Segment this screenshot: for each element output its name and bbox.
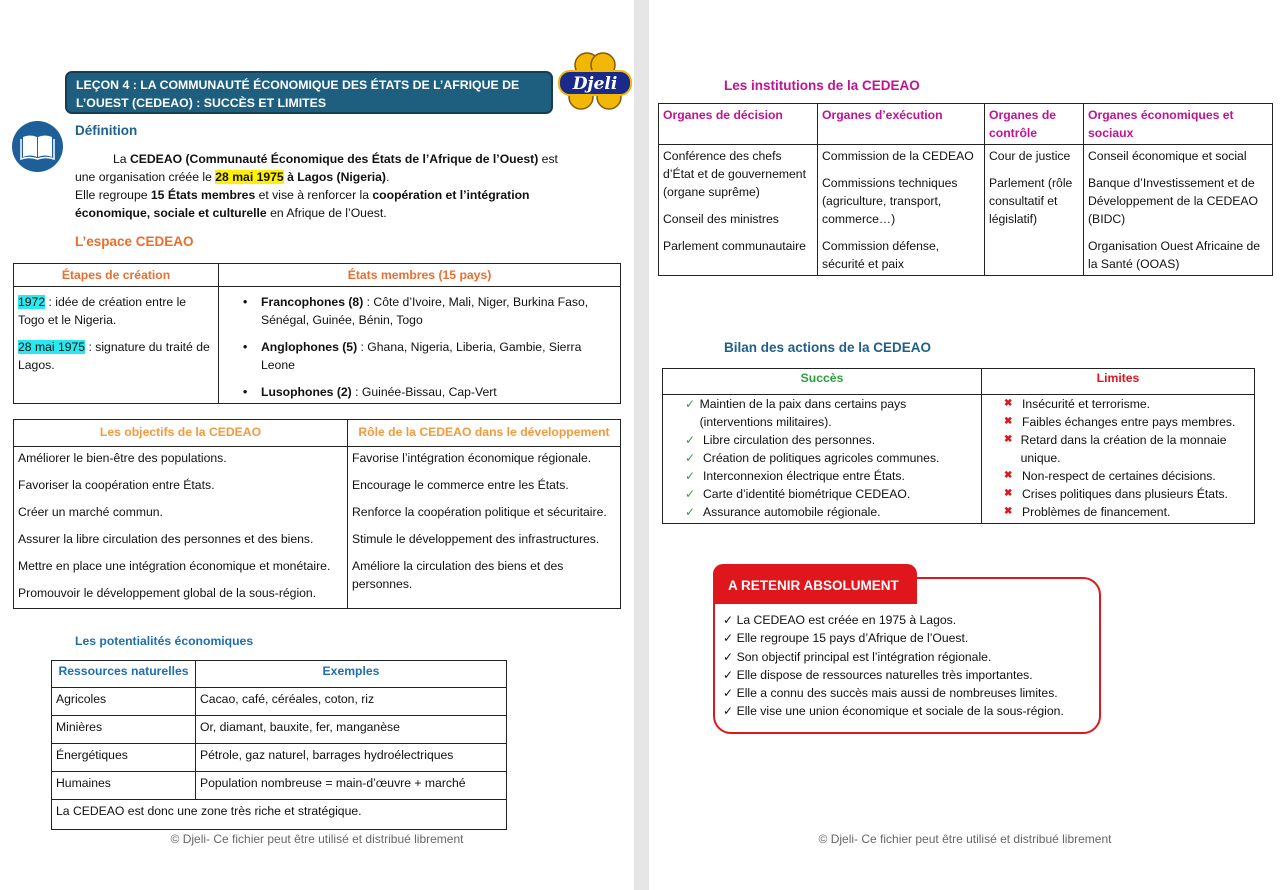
list-item bbox=[685, 395, 977, 431]
execution-organs bbox=[818, 145, 985, 276]
retenir-title: A RETENIR ABSOLUMENT bbox=[713, 564, 917, 604]
espace-heading: L’espace CEDEAO bbox=[75, 234, 194, 249]
member-group bbox=[241, 338, 616, 374]
objectif-item: Créer un marché commun. bbox=[18, 505, 163, 519]
member-group bbox=[241, 383, 616, 401]
step-text: : idée de création entre le Togo et le Nigeria. bbox=[18, 295, 187, 327]
def-cedeao-full-name: CEDEAO (Communauté Économique des États de l’Afrique de l’Ouest) bbox=[129, 152, 539, 166]
book-icon bbox=[12, 121, 63, 172]
role-item: Stimule le développement des infrastructures. bbox=[352, 532, 600, 546]
cross-icon: ✖ bbox=[1004, 506, 1013, 517]
list-item bbox=[1004, 431, 1250, 467]
role-item: Renforce la coopération politique et sécuritaire. bbox=[352, 505, 607, 519]
retenir-item: ✓ Elle a connu des succès mais aussi de nombreuses limites. bbox=[723, 686, 1058, 701]
objectif-item: Assurer la libre circulation des personnes et des biens. bbox=[18, 532, 314, 546]
objectif-item: Promouvoir le développement global de la sous-région. bbox=[18, 586, 317, 600]
page-right bbox=[649, 0, 1281, 890]
potentialites-col1-header: Ressources naturelles bbox=[52, 661, 196, 688]
resource-type: Minières bbox=[52, 716, 196, 744]
succes-item: Maintien de la paix dans certains pays (interventions militaires). bbox=[699, 397, 907, 429]
page-left bbox=[0, 0, 634, 890]
potentialites-heading: Les potentialités économiques bbox=[75, 634, 254, 648]
limites-header: Limites bbox=[982, 369, 1255, 395]
def-place: à Lagos (Nigeria) bbox=[283, 170, 386, 184]
organ-item: Commissions techniques (agriculture, transport, commerce…) bbox=[822, 176, 958, 226]
list-item bbox=[685, 431, 977, 449]
succes-item: Assurance automobile régionale. bbox=[703, 505, 881, 519]
role-item: Encourage le commerce entre les États. bbox=[352, 478, 569, 492]
succes-item: Interconnexion électrique entre États. bbox=[703, 469, 905, 483]
djeli-logo-graphic bbox=[557, 51, 633, 115]
limite-item: Insécurité et terrorisme. bbox=[1022, 397, 1151, 411]
organ-item: Cour de justice bbox=[989, 149, 1071, 163]
member-group-label: Francophones (8) bbox=[261, 295, 364, 309]
institutions-header: Organes de décision bbox=[659, 104, 818, 145]
list-item bbox=[685, 467, 977, 485]
resource-examples: Pétrole, gaz naturel, barrages hydroélectriques bbox=[196, 744, 507, 772]
table-row bbox=[52, 688, 507, 716]
cross-icon: ✖ bbox=[1004, 470, 1013, 481]
organ-item: Conseil économique et social bbox=[1088, 149, 1247, 163]
role-item: Améliore la circulation des biens et des personnes. bbox=[352, 559, 564, 591]
def-text: en Afrique de l’Ouest. bbox=[266, 206, 387, 220]
def-members: 15 États membres bbox=[150, 188, 256, 202]
check-icon: ✓ bbox=[685, 505, 696, 519]
list-item bbox=[685, 485, 977, 503]
definition-paragraph bbox=[75, 150, 595, 222]
member-group-text: : Ghana, Nigeria, Liberia, Gambie, Sierra Leone bbox=[261, 340, 582, 372]
resource-examples: Population nombreuse = main-d’œuvre + marché bbox=[196, 772, 507, 800]
step-item bbox=[18, 338, 214, 374]
member-group-label: Lusophones (2) bbox=[261, 385, 352, 399]
institutions-table bbox=[658, 103, 1273, 276]
limite-item: Non-respect de certaines décisions. bbox=[1022, 469, 1216, 483]
list-item bbox=[1004, 395, 1250, 413]
def-text: une organisation créée le bbox=[75, 170, 216, 184]
table-row bbox=[52, 772, 507, 800]
limites-list bbox=[982, 395, 1255, 524]
resource-examples: Cacao, café, céréales, coton, riz bbox=[196, 688, 507, 716]
potentialites-table bbox=[51, 660, 507, 830]
objectifs-col1-header: Les objectifs de la CEDEAO bbox=[14, 420, 348, 447]
resource-type: Humaines bbox=[52, 772, 196, 800]
espace-table bbox=[13, 263, 621, 404]
resource-examples: Or, diamant, bauxite, fer, manganèse bbox=[196, 716, 507, 744]
institutions-header: Organes économiques et sociaux bbox=[1084, 104, 1273, 145]
cross-icon: ✖ bbox=[1004, 488, 1013, 499]
organ-item: Banque d’Investissement et de Développement de la CEDEAO (BIDC) bbox=[1088, 176, 1259, 226]
retenir-list bbox=[723, 611, 1064, 721]
table-row bbox=[52, 716, 507, 744]
step-text: : signature du traité de Lagos. bbox=[18, 340, 210, 372]
succes-item: Création de politiques agricoles communes. bbox=[703, 451, 940, 465]
potentialites-conclusion: La CEDEAO est donc une zone très riche et stratégique. bbox=[52, 800, 507, 830]
member-group bbox=[241, 293, 616, 329]
organ-item: Organisation Ouest Africaine de la Santé (OOAS) bbox=[1088, 239, 1261, 271]
lesson-title-banner bbox=[65, 71, 553, 114]
footer-left: © Djeli- Ce fichier peut être utilisé et distribué librement bbox=[170, 832, 464, 846]
step-date: 1972 bbox=[18, 295, 46, 309]
cross-icon: ✖ bbox=[1004, 398, 1013, 409]
check-icon: ✓ bbox=[685, 451, 696, 465]
logo-text: Djeli bbox=[572, 74, 618, 94]
list-item bbox=[1004, 413, 1250, 431]
espace-members-cell bbox=[219, 287, 621, 404]
def-goal: économique, sociale et culturelle bbox=[75, 206, 267, 220]
retenir-item: ✓ La CEDEAO est créée en 1975 à Lagos. bbox=[723, 613, 957, 627]
member-group-text: : Guinée-Bissau, Cap-Vert bbox=[351, 385, 497, 399]
organ-item: Parlement communautaire bbox=[663, 239, 806, 253]
economic-social-organs bbox=[1084, 145, 1273, 276]
succes-item: Carte d’identité biométrique CEDEAO. bbox=[703, 487, 911, 501]
objectif-item: Améliorer le bien-être des populations. bbox=[18, 451, 227, 465]
institutions-header: Organes de contrôle bbox=[985, 104, 1084, 145]
retenir-item: ✓ Elle regroupe 15 pays d’Afrique de l’Ouest. bbox=[723, 631, 969, 646]
list-item bbox=[685, 449, 977, 467]
organ-item: Commission de la CEDEAO bbox=[822, 149, 974, 163]
role-item: Favorise l’intégration économique régionale. bbox=[352, 451, 592, 465]
objectifs-list bbox=[14, 447, 348, 609]
step-date: 28 mai 1975 bbox=[18, 340, 86, 354]
list-item bbox=[685, 503, 977, 521]
table-row bbox=[52, 744, 507, 772]
list-item bbox=[1004, 503, 1250, 521]
objectif-item: Mettre en place une intégration économique et monétaire. bbox=[18, 559, 331, 573]
def-date: 28 mai 1975 bbox=[215, 170, 284, 184]
limite-item: Crises politiques dans plusieurs États. bbox=[1022, 487, 1228, 501]
lesson-title: LEÇON 4 : LA COMMUNAUTÉ ÉCONOMIQUE DES ÉTATS DE L’AFRIQUE DE L’OUEST (CEDEAO) : SUCCÈS ET LIMITES bbox=[76, 78, 520, 110]
cross-icon: ✖ bbox=[1004, 434, 1013, 445]
check-icon: ✓ bbox=[685, 397, 696, 411]
list-item bbox=[1004, 485, 1250, 503]
espace-steps-cell bbox=[14, 287, 219, 404]
limite-item: Faibles échanges entre pays membres. bbox=[1022, 415, 1236, 429]
organ-item: Conseil des ministres bbox=[663, 212, 779, 226]
djeli-logo bbox=[557, 51, 633, 115]
retenir-item: ✓ Elle vise une union économique et sociale de la sous-région. bbox=[723, 704, 1064, 719]
check-icon: ✓ bbox=[685, 469, 696, 483]
list-item bbox=[1004, 467, 1250, 485]
objectif-item: Favoriser la coopération entre États. bbox=[18, 478, 215, 492]
def-text: . bbox=[385, 170, 390, 184]
def-text: Elle regroupe bbox=[75, 188, 151, 202]
def-text: est bbox=[538, 152, 558, 166]
limite-item: Problèmes de financement. bbox=[1022, 505, 1171, 519]
member-group-text: : Côte d’Ivoire, Mali, Niger, Burkina Faso, Sénégal, Guinée, Bénin, Togo bbox=[261, 295, 589, 327]
bilan-heading: Bilan des actions de la CEDEAO bbox=[724, 340, 932, 355]
cross-icon: ✖ bbox=[1004, 416, 1013, 427]
organ-item: Commission défense, sécurité et paix bbox=[822, 239, 940, 271]
resource-type: Agricoles bbox=[52, 688, 196, 716]
footer-right: © Djeli- Ce fichier peut être utilisé et distribué librement bbox=[818, 832, 1112, 846]
espace-col1-header: Étapes de création bbox=[14, 264, 219, 287]
espace-col2-header: États membres (15 pays) bbox=[219, 264, 621, 287]
retenir-item: ✓ Son objectif principal est l’intégration régionale. bbox=[723, 649, 992, 664]
succes-item: Libre circulation des personnes. bbox=[703, 433, 876, 447]
objectifs-col2-header: Rôle de la CEDEAO dans le développement bbox=[348, 420, 621, 447]
organ-item: Parlement (rôle consultatif et législatif) bbox=[989, 176, 1073, 226]
def-text: La bbox=[113, 152, 130, 166]
institutions-header: Organes d’exécution bbox=[818, 104, 985, 145]
institutions-heading: Les institutions de la CEDEAO bbox=[724, 78, 920, 93]
resource-type: Énergétiques bbox=[52, 744, 196, 772]
check-icon: ✓ bbox=[685, 433, 696, 447]
control-organs bbox=[985, 145, 1084, 276]
def-text: et vise à renforcer la bbox=[255, 188, 373, 202]
objectifs-table bbox=[13, 419, 621, 609]
succes-list bbox=[663, 395, 982, 524]
step-item bbox=[18, 293, 214, 329]
bilan-table bbox=[662, 368, 1255, 524]
def-goal: coopération et l’intégration bbox=[372, 188, 530, 202]
definition-heading: Définition bbox=[75, 123, 138, 138]
limite-item: Retard dans la création de la monnaie unique. bbox=[1020, 433, 1227, 465]
organ-item: Conférence des chefs d’État et de gouvernement (organe suprême) bbox=[663, 149, 806, 199]
role-list bbox=[348, 447, 621, 609]
decision-organs bbox=[659, 145, 818, 276]
potentialites-col2-header: Exemples bbox=[196, 661, 507, 688]
check-icon: ✓ bbox=[685, 487, 696, 501]
succes-header: Succès bbox=[663, 369, 982, 395]
retenir-item: ✓ Elle dispose de ressources naturelles très importantes. bbox=[723, 667, 1033, 682]
member-group-label: Anglophones (5) bbox=[261, 340, 358, 354]
